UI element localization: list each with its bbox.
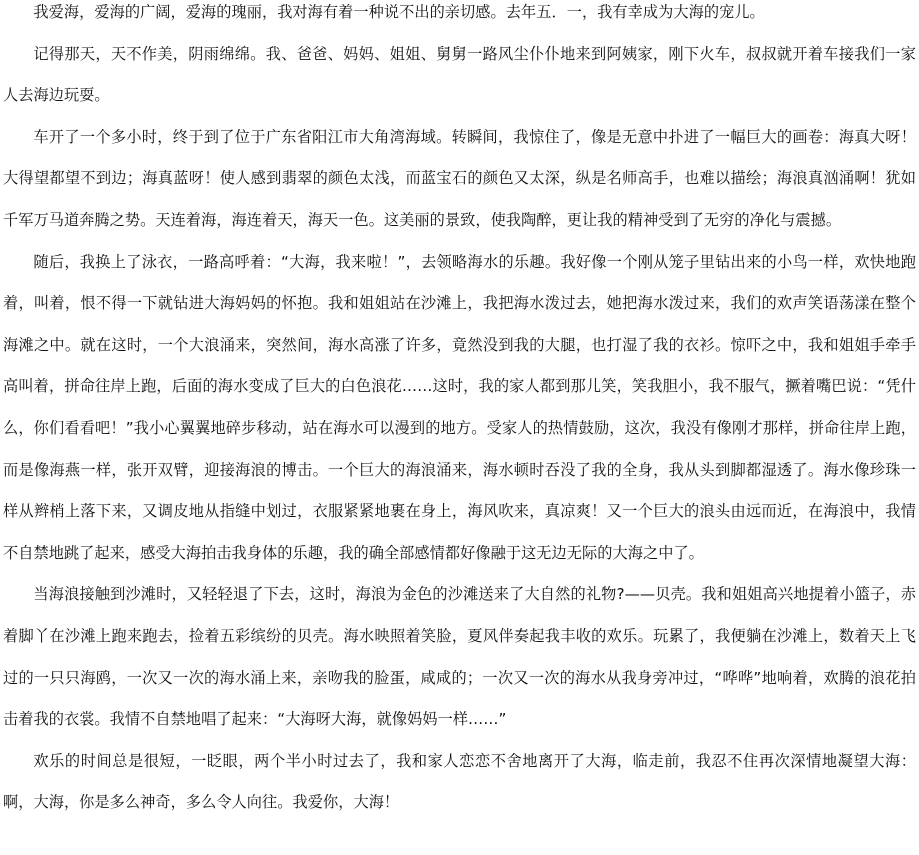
- essay-paragraph-4: 随后，我换上了泳衣，一路高呼着：“大海，我来啦！”，去领略海水的乐趣。我好像一个刚从笼子里钻出来的小鸟一样，欢快地跑着，叫着，恨不得一下就钻进大海妈妈的怀抱。我和姐姐站在沙滩上，我把海水泼过去，她把海水泼过来，我们的欢声笑语荡漾在整个海滩之中。就在这时，一个大浪涌来，突然间，海水高涨了许多，竟然没到我的大腿，也打湿了我的衣衫。惊吓之中，我和姐姐手牵手高叫着，拼命往岸上跑，后面的海水变成了巨大的白色浪花……这时，我的家人都到那儿笑，笑我胆小，我不服气，撅着嘴巴说：“凭什么，你们看看吧！”我小心翼翼地碎步移动，站在海水可以漫到的地方。受家人的热情鼓励，这次，我没有像刚才那样，拼命往岸上跑，而是像海燕一样，张开双臂，迎接海浪的博击。一个巨大的海浪涌来，海水顿时吞没了我的全身，我从头到脚都湿透了。海水像珍珠一样从辫梢上落下来，又调皮地从指缝中划过，衣服紧紧地裹在身上，海风吹来，真凉爽！又一个巨大的浪头由远而近，在海浪中，我情不自禁地跳了起来，感受大海拍击我身体的乐趣，我的确全部感情都好像融于这无边无际的大海之中了。: [3, 252, 916, 562]
- essay-paragraph-6: 欢乐的时间总是很短，一眨眼，两个半小时过去了，我和家人恋恋不舍地离开了大海，临走前，我忍不住再次深情地凝望大海：啊，大海，你是多么神奇，多么令人向往。我爱你，大海！: [3, 751, 916, 812]
- essay-paragraph-3: 车开了一个多小时，终于到了位于广东省阳江市大角湾海域。转瞬间，我惊住了，像是无意中扑进了一幅巨大的画卷：海真大呀！大得望都望不到边；海真蓝呀！使人感到翡翠的颜色太浅，而蓝宝石的颜色又太深，纵是名师高手，也难以描绘；海浪真汹涌啊！犹如千军万马道奔腾之势。天连着海，海连着天，海天一色。这美丽的景致，使我陶醉，更让我的精神受到了无穷的净化与震撼。: [3, 127, 916, 229]
- essay-paragraph-2: 记得那天，天不作美，阴雨绵绵。我、爸爸、妈妈、姐姐、舅舅一路风尘仆仆地来到阿姨家，刚下火车，叔叔就开着车接我们一家人去海边玩耍。: [3, 44, 916, 105]
- essay-paragraph-1: 我爱海，爱海的广阔，爱海的瑰丽，我对海有着一种说不出的亲切感。去年五．一，我有幸成为大海的宠儿。: [33, 3, 765, 21]
- essay-paragraph-5: 当海浪接触到沙滩时，又轻轻退了下去，这时，海浪为金色的沙滩送来了大自然的礼物?——贝壳。我和姐姐高兴地提着小篮子，赤着脚丫在沙滩上跑来跑去，捡着五彩缤纷的贝壳。海水映照着笑脸，夏风伴奏起我丰收的欢乐。玩累了，我便躺在沙滩上，数着天上飞过的一只只海鸥，一次又一次的海水涌上来，亲吻我的脸蛋，咸咸的；一次又一次的海水从我身旁冲过，“哗哗”地响着，欢腾的浪花拍击着我的衣裳。我情不自禁地唱了起来：“大海呀大海，就像妈妈一样……”: [3, 585, 916, 729]
